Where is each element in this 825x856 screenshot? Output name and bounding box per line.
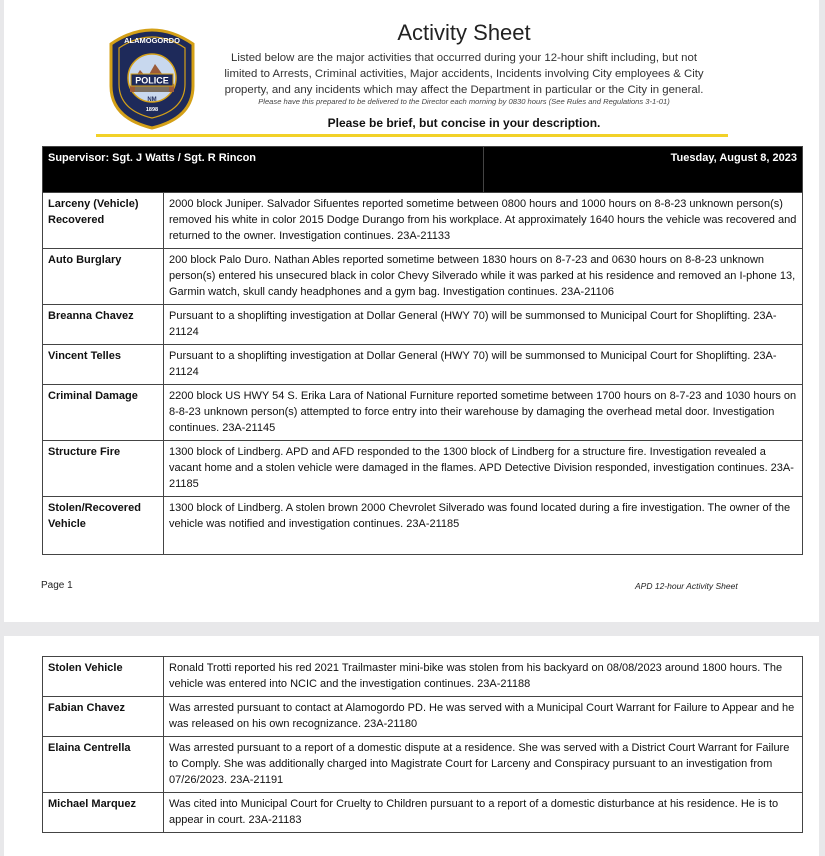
row-description: 2200 block US HWY 54 S. Erika Lara of National Furniture reported sometime between 1700 hours on 8-7-23 and 1030 hours on 8-8-23 unknown person(s) attempted to force entry into their warehouse by damaging the overhead metal door. Investigation continues. 23A-21145 bbox=[164, 385, 803, 441]
svg-text:1898: 1898 bbox=[145, 107, 159, 113]
intro-text: Listed below are the major activities that occurred during your 12-hour shift including, but not limited to Arrests, Criminal activities, Major accidents, Incidents involving City employees & City property, and any incidents which may affect the Department in particular or the City in general. bbox=[224, 52, 704, 96]
page-number: Page 1 bbox=[41, 580, 73, 591]
svg-text:ALAMOGORDO: ALAMOGORDO bbox=[124, 36, 180, 45]
table-row bbox=[43, 249, 803, 305]
page-title: Activity Sheet bbox=[397, 20, 531, 45]
row-description: Was arrested pursuant to contact at Alamogordo PD. He was served with a Municipal Court Warrant for Failure to Appear and he was released on his own recognizance. 23A-21180 bbox=[164, 697, 803, 737]
table-row bbox=[43, 737, 803, 793]
row-label: Criminal Damage bbox=[43, 385, 164, 441]
row-label: Larceny (Vehicle) Recovered bbox=[43, 193, 164, 249]
row-description: Pursuant to a shoplifting investigation at Dollar General (HWY 70) will be summonsed to Municipal Court for Shoplifting. 23A-21124 bbox=[164, 345, 803, 385]
table-row bbox=[43, 497, 803, 555]
row-label: Elaina Centrella bbox=[43, 737, 164, 793]
table-row bbox=[43, 657, 803, 697]
row-description: 200 block Palo Duro. Nathan Ables reported sometime between 1830 hours on 8-7-23 and 0630 hours on 8-8-23 unknown person(s) entered his unsecured black in color Chevy Silverado while it was parked at his residence and removed an I-phone 13, Garmin watch, skull candy headphones and a gym bag. Investigation continues. 23A-21106 bbox=[164, 249, 803, 305]
row-description: 1300 block of Lindberg. APD and AFD responded to the 1300 block of Lindberg for a structure fire. Investigation revealed a vacant home and a stolen vehicle were damaged in the flames. APD Detective Division responded, investigation continues. 23A-21185 bbox=[164, 441, 803, 497]
row-description: Ronald Trotti reported his red 2021 Trailmaster mini-bike was stolen from his backyard on 08/08/2023 around 1800 hours. The vehicle was entered into NCIC and the investigation continues. 23A-21188 bbox=[164, 657, 803, 697]
row-label: Stolen/Recovered Vehicle bbox=[43, 497, 164, 555]
table-row bbox=[43, 305, 803, 345]
row-description: Was cited into Municipal Court for Cruelty to Children pursuant to a report of a domestic disturbance at his residence. He is to appear in court. 23A-21183 bbox=[164, 793, 803, 833]
table-row bbox=[43, 697, 803, 737]
row-label: Stolen Vehicle bbox=[43, 657, 164, 697]
document-page-1 bbox=[4, 0, 819, 622]
activity-table bbox=[42, 146, 803, 555]
date-cell: Tuesday, August 8, 2023 bbox=[483, 147, 803, 193]
row-label: Structure Fire bbox=[43, 441, 164, 497]
delivery-note: Please have this prepared to be delivered to the Director each morning by 0830 hours (See Rules and Regulations 3-1-01) bbox=[258, 97, 670, 106]
row-description: Pursuant to a shoplifting investigation at Dollar General (HWY 70) will be summonsed to Municipal Court for Shoplifting. 23A-21124 bbox=[164, 305, 803, 345]
table-row bbox=[43, 385, 803, 441]
table-header-row bbox=[43, 147, 803, 193]
table-row bbox=[43, 345, 803, 385]
row-label: Michael Marquez bbox=[43, 793, 164, 833]
svg-text:NM: NM bbox=[147, 97, 157, 103]
row-description: 2000 block Juniper. Salvador Sifuentes reported sometime between 0800 hours and 1000 hours on 8-8-23 unknown person(s) removed his white in color 2015 Dodge Durango from his workplace. At approximately 1640 hours the vehicle was recovered and returned to the owner. Investigation continues. 23A-21133 bbox=[164, 193, 803, 249]
table-row bbox=[43, 193, 803, 249]
table-row bbox=[43, 793, 803, 833]
row-description: 1300 block of Lindberg. A stolen brown 2000 Chevrolet Silverado was found located during a fire investigation. The owner of the vehicle was notified and investigation continues. 23A-21185 bbox=[164, 497, 803, 555]
instruction-text: Please be brief, but concise in your description. bbox=[327, 116, 601, 130]
supervisor-cell: Supervisor: Sgt. J Watts / Sgt. R Rincon bbox=[43, 147, 484, 193]
table-row bbox=[43, 441, 803, 497]
document-page-2 bbox=[4, 636, 819, 856]
header-divider bbox=[96, 134, 728, 137]
police-badge-logo bbox=[105, 22, 199, 130]
activity-table-continued bbox=[42, 656, 803, 833]
svg-text:POLICE: POLICE bbox=[135, 75, 169, 86]
row-description: Was arrested pursuant to a report of a domestic dispute at a residence. She was served with a District Court Warrant for Failure to Comply. She was additionally charged into Magistrate Court for Larceny and Conspiracy pursuant to an investigation from 07/26/2023. 23A-21191 bbox=[164, 737, 803, 793]
footer-sheet-name: APD 12-hour Activity Sheet bbox=[635, 581, 738, 591]
row-label: Auto Burglary bbox=[43, 249, 164, 305]
row-label: Breanna Chavez bbox=[43, 305, 164, 345]
row-label: Vincent Telles bbox=[43, 345, 164, 385]
row-label: Fabian Chavez bbox=[43, 697, 164, 737]
